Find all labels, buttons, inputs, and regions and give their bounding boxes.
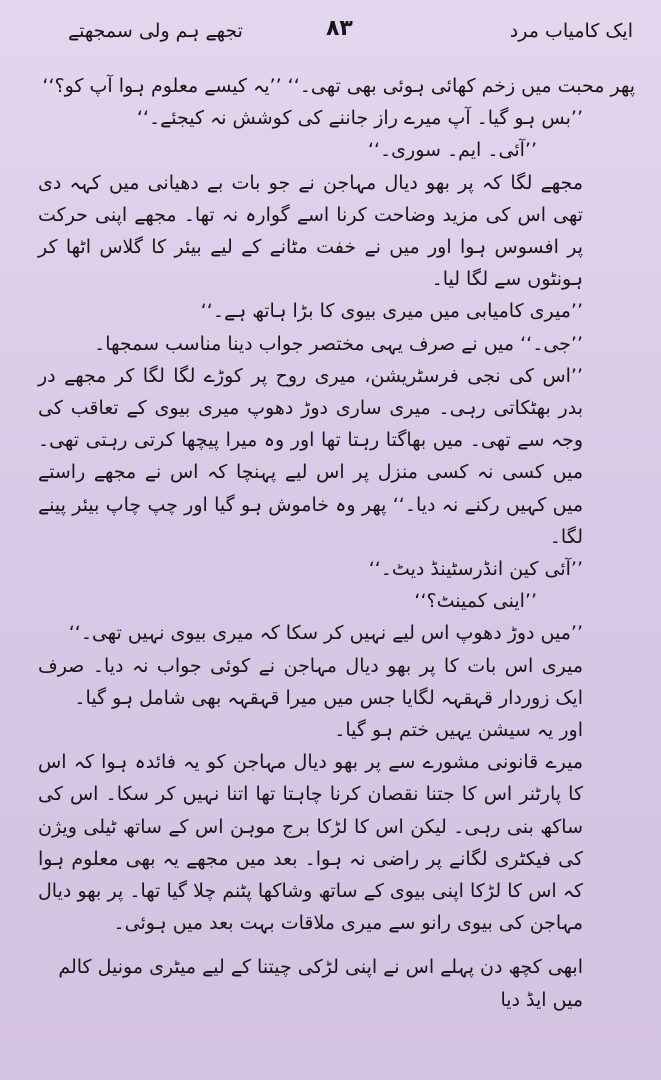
paragraph: پھر محبت میں زخم کھائی ہوئی بھی تھی۔‘‘ ’’یہ کیسے معلوم ہوا آپ کو؟‘‘ bbox=[42, 75, 635, 97]
paragraph: اور یہ سیشن یہیں ختم ہو گیا۔ bbox=[334, 719, 583, 742]
paragraph: ابھی کچھ دن پہلے اس نے اپنی لڑکی چیتنا کے لیے میٹری مونیل کالم میں ایڈ دیا bbox=[58, 956, 583, 1011]
paragraph: ’’آئی۔ ایم۔ سوری۔‘‘ bbox=[367, 139, 537, 162]
page-number: ۸۳ bbox=[326, 16, 353, 41]
paragraph: ’’آئی کین انڈرسٹینڈ دیٹ۔‘‘ bbox=[368, 558, 583, 581]
paragraph: ’’اینی کمینٹ؟‘‘ bbox=[414, 590, 537, 613]
paragraph: میرے قانونی مشورے سے پر بھو دیال مہاجن کو یہ فائدہ ہوا کہ اس کا پارٹنر اس کا جتنا نقصان کرنا چاہتا تھا اتنا نہیں کر سکا۔ اس کی ساکھ بنی رہی۔ لیکن اس کا لڑکا برج موہن اس کے ساتھ ٹیلی ویژن کی فیکٹری لگانے پر راضی نہ ہوا۔ بعد میں مجھے یہ بھی معلوم ہوا کہ اس کا لڑکا اپنی بیوی کے ساتھ وشاکھا پٹنم چلا گیا تھا۔ پر بھو دیال مہاجن کی بیوی رانو سے میری ملاقات بہت بعد میں ہوئی۔ bbox=[38, 751, 583, 935]
paragraph: ’’میں دوڑ دھوپ اس لیے نہیں کر سکا کہ میری بیوی نہیں تھی۔‘‘ bbox=[68, 622, 583, 645]
page-body bbox=[38, 70, 635, 1016]
paragraph: ’’اس کی نجی فرسٹریشن، میری روح پر کوڑے لگا لگا کر مجھے در بدر بھٹکاتی رہی۔ میری ساری دوڑ دھوپ میری بیوی کے تعاقب کی وجہ سے تھی۔ میں بھاگتا رہتا تھا اور وہ میرا پیچھا کرتی رہتی تھی۔ میں کسی نہ کسی منزل پر اس لیے پہنچا کہ اس نے مجھے راستے میں کہیں رکنے نہ دیا۔‘‘ پھر وہ خاموش ہو گیا اور چپ چاپ بیئر پینے لگا۔ bbox=[38, 364, 583, 548]
running-head-book-title: ایک کامیاب مرد bbox=[509, 20, 633, 42]
paragraph: میری اس بات کا پر بھو دیال مہاجن نے کوئی جواب نہ دیا۔ صرف ایک زوردار قہقہہ لگایا جس میں میرا قہقہہ بھی شامل ہو گیا۔ bbox=[38, 654, 583, 709]
paragraph: ’’میری کامیابی میں میری بیوی کا بڑا ہاتھ ہے۔‘‘ bbox=[200, 300, 583, 323]
paragraph: مجھے لگا کہ پر بھو دیال مہاجن نے جو بات بے دھیانی میں کہہ دی تھی اس کی مزید وضاحت کرنا اسے گوارہ نہ تھا۔ مجھے اپنی حرکت پر افسوس ہوا اور میں نے خفت مٹانے کے لیے بیئر کا گلاس اٹھا کر ہونٹوں سے لگا لیا۔ bbox=[38, 171, 583, 291]
paragraph: ’’جی۔‘‘ میں نے صرف یہی مختصر جواب دینا مناسب سمجھا۔ bbox=[94, 332, 583, 355]
paragraph: ’’بس ہو گیا۔ آپ میرے راز جاننے کی کوشش نہ کیجئے۔‘‘ bbox=[136, 107, 583, 130]
running-head-chapter-title: تجھے ہم ولی سمجھتے bbox=[68, 20, 243, 42]
page-header bbox=[0, 14, 661, 50]
